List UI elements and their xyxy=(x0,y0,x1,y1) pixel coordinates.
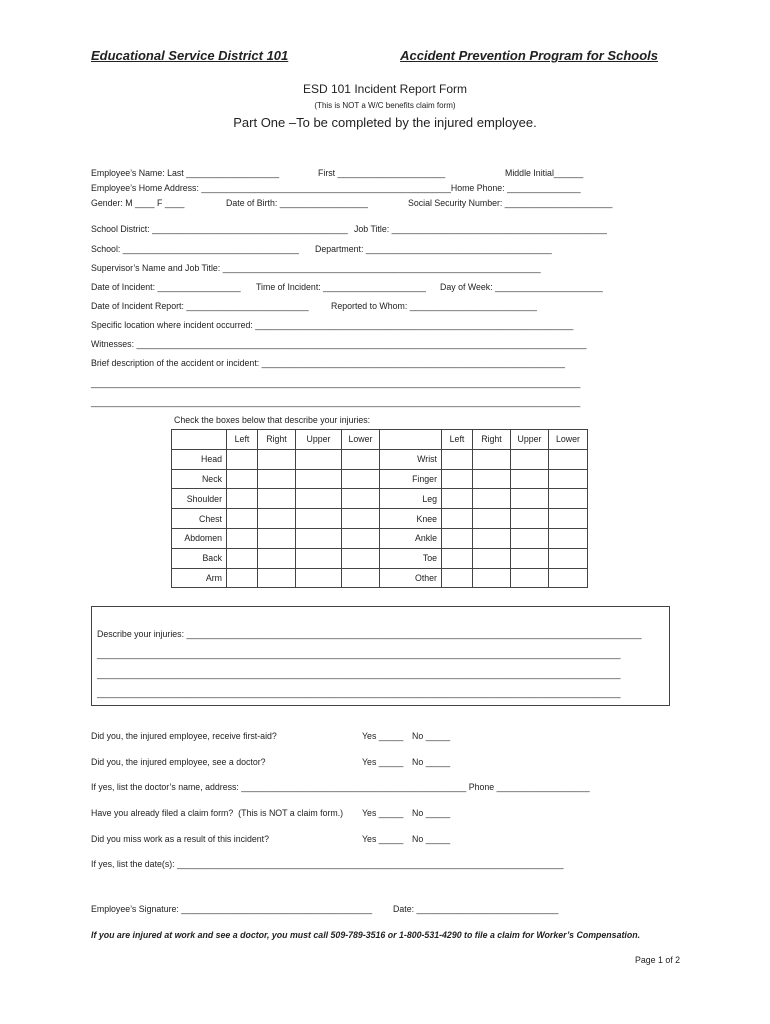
column-header: Upper xyxy=(511,430,549,450)
injury-checkbox[interactable] xyxy=(511,548,549,568)
injury-checkbox[interactable] xyxy=(227,568,258,588)
body-part-label: Finger xyxy=(380,469,442,489)
part-heading: Part One –To be completed by the injured employee. xyxy=(233,115,537,130)
injury-checkbox[interactable] xyxy=(342,449,380,469)
describe-injuries-field[interactable]: Describe your injuries: _____________________________________________________________________________________________ xyxy=(97,629,642,639)
injury-checkbox[interactable] xyxy=(549,489,588,509)
injury-instruction: Check the boxes below that describe your injuries: xyxy=(174,415,371,425)
column-header: Left xyxy=(442,430,473,450)
injury-checkbox[interactable] xyxy=(473,548,511,568)
body-part-label: Shoulder xyxy=(172,489,227,509)
location-field[interactable]: Specific location where incident occurred: _________________________________________________________________ xyxy=(91,320,574,330)
injury-checkbox[interactable] xyxy=(296,528,342,548)
signature-date-field[interactable]: Date: _____________________________ xyxy=(393,904,559,914)
injury-checkbox[interactable] xyxy=(342,528,380,548)
describe-injuries-line[interactable]: ___________________________________________________________________________________________________________ xyxy=(97,669,621,679)
body-part-label: Knee xyxy=(380,509,442,529)
injury-checkbox[interactable] xyxy=(442,528,473,548)
injury-checkbox[interactable] xyxy=(511,489,549,509)
injury-checkbox[interactable] xyxy=(227,449,258,469)
header-right: Accident Prevention Program for Schools xyxy=(400,48,658,63)
first-aid-question: Did you, the injured employee, receive first-aid? xyxy=(91,731,277,741)
missed-work-no[interactable]: No _____ xyxy=(412,834,451,844)
description-line[interactable]: ____________________________________________________________________________________________________ xyxy=(91,378,581,388)
injury-checkbox[interactable] xyxy=(258,469,296,489)
body-part-label: Other xyxy=(380,568,442,588)
supervisor-field[interactable]: Supervisor’s Name and Job Title: _________________________________________________________________ xyxy=(91,263,541,273)
table-row xyxy=(172,509,588,529)
body-part-label: Toe xyxy=(380,548,442,568)
workers-comp-notice: If you are injured at work and see a doctor, you must call 509-789-3516 or 1-800-531-4290 to file a claim for Worker’s Compensation. xyxy=(91,930,641,940)
table-row xyxy=(172,489,588,509)
describe-injuries-line[interactable]: ___________________________________________________________________________________________________________ xyxy=(97,688,621,698)
injury-checkbox[interactable] xyxy=(442,548,473,568)
missed-work-question: Did you miss work as a result of this incident? xyxy=(91,834,269,844)
witnesses-field[interactable]: Witnesses: ____________________________________________________________________________________________ xyxy=(91,339,587,349)
injury-checkbox[interactable] xyxy=(296,449,342,469)
body-part-label: Chest xyxy=(172,509,227,529)
injury-checkbox[interactable] xyxy=(227,528,258,548)
injury-checkbox[interactable] xyxy=(296,568,342,588)
school-field[interactable]: School: ____________________________________ xyxy=(91,244,299,254)
table-row xyxy=(172,528,588,548)
job-title-field[interactable]: Job Title: ____________________________________________ xyxy=(354,224,607,234)
form-subtitle: (This is NOT a W/C benefits claim form) xyxy=(314,101,456,110)
home-address-field[interactable]: Employee’s Home Address: ___________________________________________________Home Phone: _______________ xyxy=(91,183,581,193)
injury-checkbox[interactable] xyxy=(342,489,380,509)
first-aid-yes[interactable]: Yes _____ xyxy=(362,731,404,741)
injury-checkbox[interactable] xyxy=(511,469,549,489)
injury-checkbox[interactable] xyxy=(549,509,588,529)
reported-to-field[interactable]: Reported to Whom: __________________________ xyxy=(331,301,537,311)
injury-checkbox[interactable] xyxy=(511,528,549,548)
claim-yes[interactable]: Yes _____ xyxy=(362,808,404,818)
employee-middle-initial-field[interactable]: Middle Initial______ xyxy=(505,168,584,178)
injury-checkbox[interactable] xyxy=(296,489,342,509)
employee-first-name-field[interactable]: First ______________________ xyxy=(318,168,446,178)
claim-question: Have you already filed a claim form? (This is NOT a claim form.) xyxy=(91,808,344,818)
body-part-label: Arm xyxy=(172,568,227,588)
body-part-label: Leg xyxy=(380,489,442,509)
body-part-label: Head xyxy=(172,449,227,469)
body-part-label: Ankle xyxy=(380,528,442,548)
injury-checkbox[interactable] xyxy=(258,509,296,529)
injury-checkbox[interactable] xyxy=(296,548,342,568)
injury-checkbox[interactable] xyxy=(473,469,511,489)
claim-no[interactable]: No _____ xyxy=(412,808,451,818)
injury-checkbox[interactable] xyxy=(473,509,511,529)
injury-checkbox[interactable] xyxy=(342,548,380,568)
injury-checkbox[interactable] xyxy=(227,509,258,529)
body-part-label: Back xyxy=(172,548,227,568)
injury-checkbox[interactable] xyxy=(473,568,511,588)
ssn-field[interactable]: Social Security Number: ______________________ xyxy=(408,198,613,208)
body-part-label: Abdomen xyxy=(172,528,227,548)
column-header: Left xyxy=(227,430,258,450)
column-header: Upper xyxy=(296,430,342,450)
incident-time-field[interactable]: Time of Incident: _____________________ xyxy=(256,282,426,292)
column-header: Right xyxy=(258,430,296,450)
injury-checkbox[interactable] xyxy=(258,528,296,548)
body-part-label: Neck xyxy=(172,469,227,489)
injury-checkbox[interactable] xyxy=(227,469,258,489)
form-title: ESD 101 Incident Report Form xyxy=(302,82,468,96)
day-of-week-field[interactable]: Day of Week: ______________________ xyxy=(440,282,603,292)
column-header: Right xyxy=(473,430,511,450)
injury-checkbox[interactable] xyxy=(258,449,296,469)
doctor-name-field[interactable]: If yes, list the doctor’s name, address: ______________________________________________ Phone ___________________ xyxy=(91,782,590,792)
dob-field[interactable]: Date of Birth: __________________ xyxy=(226,198,368,208)
injury-checkbox[interactable] xyxy=(442,568,473,588)
injury-checkbox[interactable] xyxy=(342,469,380,489)
injury-checkbox[interactable] xyxy=(258,568,296,588)
injury-checkbox[interactable] xyxy=(296,469,342,489)
injury-checkbox[interactable] xyxy=(342,509,380,529)
injury-checkbox[interactable] xyxy=(549,568,588,588)
describe-injuries-line[interactable]: ___________________________________________________________________________________________________________ xyxy=(97,649,621,659)
injury-checkbox[interactable] xyxy=(549,528,588,548)
employee-last-name-field[interactable]: Employee’s Name: Last ___________________ xyxy=(91,168,280,178)
injury-checkbox[interactable] xyxy=(442,449,473,469)
injury-checkbox[interactable] xyxy=(511,568,549,588)
injury-checkbox[interactable] xyxy=(549,548,588,568)
column-header: Lower xyxy=(549,430,588,450)
injury-checkbox[interactable] xyxy=(473,449,511,469)
column-header: Lower xyxy=(342,430,380,450)
body-part-label: Wrist xyxy=(380,449,442,469)
injury-checkbox[interactable] xyxy=(511,449,549,469)
injury-checkbox[interactable] xyxy=(549,469,588,489)
missed-dates-field[interactable]: If yes, list the date(s): _______________________________________________________________________________ xyxy=(91,859,564,869)
header-left: Educational Service District 101 xyxy=(91,48,289,63)
school-district-field[interactable]: School District: ________________________________________ xyxy=(91,224,348,234)
incident-date-field[interactable]: Date of Incident: _________________ xyxy=(91,282,241,292)
doctor-no[interactable]: No _____ xyxy=(412,757,451,767)
doctor-question: Did you, the injured employee, see a doctor? xyxy=(91,757,266,767)
injury-checkbox[interactable] xyxy=(258,489,296,509)
table-row xyxy=(172,449,588,469)
signature-field[interactable]: Employee’s Signature: _______________________________________ xyxy=(91,904,373,914)
injury-checkbox[interactable] xyxy=(549,449,588,469)
injury-checkbox[interactable] xyxy=(511,509,549,529)
injury-checkbox[interactable] xyxy=(296,509,342,529)
missed-work-yes[interactable]: Yes _____ xyxy=(362,834,404,844)
injury-checkbox[interactable] xyxy=(473,528,511,548)
table-row xyxy=(172,548,588,568)
injury-checkbox[interactable] xyxy=(227,489,258,509)
injury-checkbox[interactable] xyxy=(258,548,296,568)
injury-checkbox[interactable] xyxy=(442,469,473,489)
first-aid-no[interactable]: No _____ xyxy=(412,731,451,741)
injury-checkbox[interactable] xyxy=(442,489,473,509)
brief-description-field[interactable]: Brief description of the accident or incident: ______________________________________________________________ xyxy=(91,358,565,368)
report-date-field[interactable]: Date of Incident Report: _________________________ xyxy=(91,301,309,311)
table-header-row xyxy=(172,430,588,450)
page-number: Page 1 of 2 xyxy=(635,955,680,965)
injury-checkbox-table xyxy=(171,429,588,588)
table-row xyxy=(172,568,588,588)
table-row xyxy=(172,469,588,489)
injury-checkbox[interactable] xyxy=(227,548,258,568)
department-field[interactable]: Department: ______________________________________ xyxy=(315,244,552,254)
description-line[interactable]: ____________________________________________________________________________________________________ xyxy=(91,397,581,407)
injury-checkbox[interactable] xyxy=(442,509,473,529)
injury-checkbox[interactable] xyxy=(473,489,511,509)
injury-checkbox[interactable] xyxy=(342,568,380,588)
gender-field[interactable]: Gender: M ____ F ____ xyxy=(91,198,185,208)
doctor-yes[interactable]: Yes _____ xyxy=(362,757,404,767)
